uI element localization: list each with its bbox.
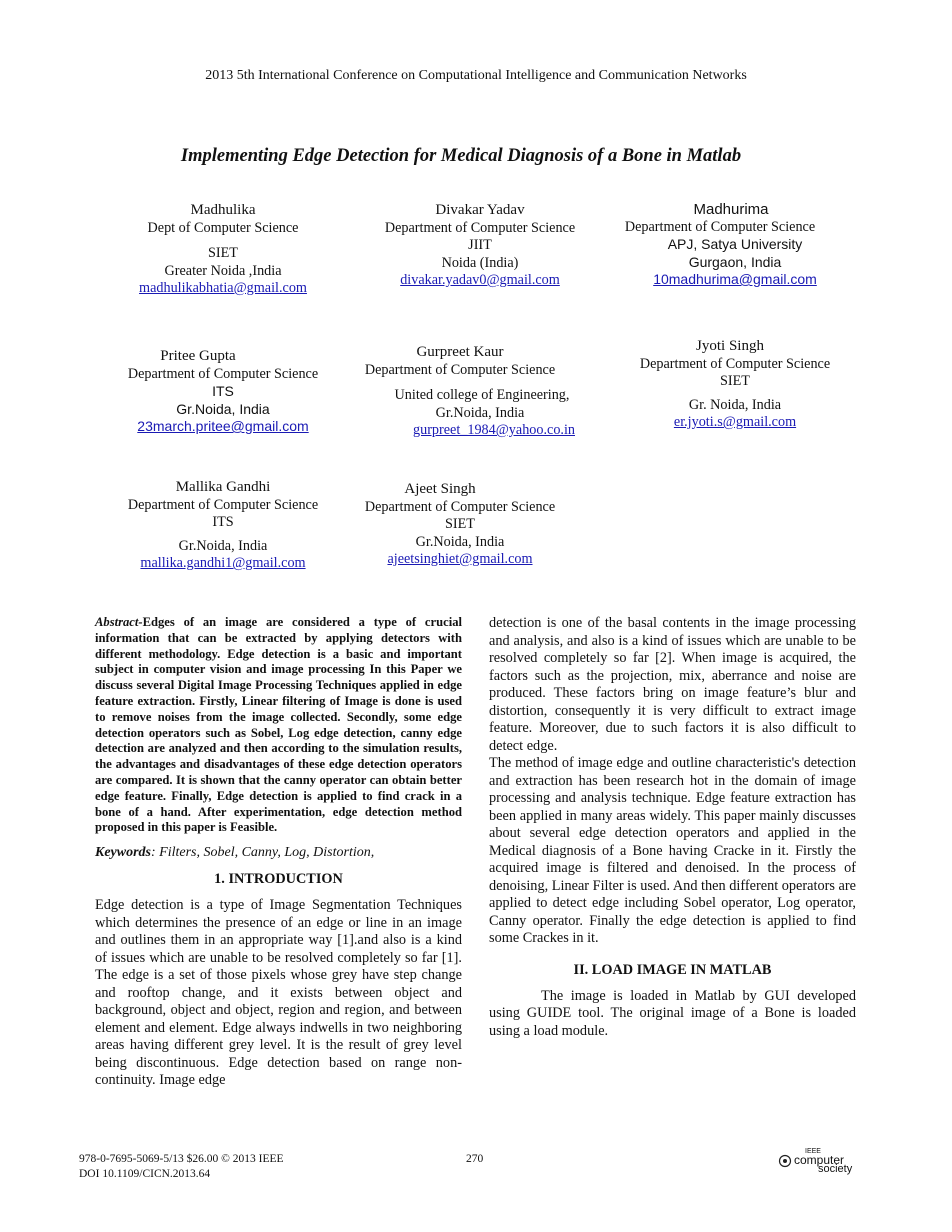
logo-computer-text: computer xyxy=(794,1153,845,1167)
author-email-link[interactable]: ajeetsinghiet@gmail.com xyxy=(387,551,533,567)
intro-paragraph: Edge detection is a type of Image Segmentation Techniques which determines the presence of an edge or line in an image and outlines them in an appropriate way [1].and also is a kind of issues which are unable to be resolved completely so far [1]. The edge is a set of those pixels whose grey have step change and rooftop change, and it exists between object and background, object and object, region and region, and between element and element. Edge always indwells in two neighboring areas having different grey level. It is the result of grey level being discontinuous. Edge detection based on range non-continuity. Image edge xyxy=(95,897,462,1089)
ieee-computer-society-logo xyxy=(778,1147,852,1174)
author-dept: Department of Computer Science xyxy=(624,218,816,235)
page-number: 270 xyxy=(466,1153,484,1165)
body-paragraph: The method of image edge and outline characteristic's detection and extraction has been research hot in the domain of image processing and analysis technique. Edge feature extraction has been applied in many areas widely. This paper mainly discusses about several edge detection operators and applied in the Medical diagnosis of a Bone having Cracke in it. Firstly the acquired image is filtered and denoised. In the process of denoising, Linear Filter is used. And then different operators are applied to detect edge including Sobel operator, Log operator, Canny operator. Finally the edge detection is applied to find some Crackes in it. xyxy=(489,755,856,946)
body-paragraph: detection is one of the basal contents in the image processing and analysis, and also is a kind of issues which are unable to be resolved completely so far [2]. When image is acquired, the factors such as the projection, mix, aberrance and noise are produced. These factors bring on image feature’s blur and distortion, consequently it is very difficult to extract image feature. Moreover, due to such factors it is also difficult to detect edge. xyxy=(489,615,856,754)
author-name: Pritee Gupta xyxy=(160,348,236,364)
author-block xyxy=(625,338,845,432)
logo-ieee-text: IEEE xyxy=(805,1148,821,1155)
author-name: Jyoti Singh xyxy=(696,338,764,354)
author-institution: SIET xyxy=(208,245,238,261)
author-block xyxy=(345,344,575,440)
author-city: Gurgaon, India xyxy=(688,253,782,270)
conference-header: 2013 5th International Conference on Computational Intelligence and Communication Networks xyxy=(205,68,747,83)
body-paragraph: The image is loaded in Matlab by GUI developed using GUIDE tool. The original image of a Bone is loaded using a load module. xyxy=(489,987,856,1039)
author-city: Gr.Noida, India xyxy=(176,400,270,417)
author-block xyxy=(600,201,870,289)
footer-left xyxy=(79,1152,284,1182)
abstract-label: Abstract- xyxy=(95,615,143,629)
author-block xyxy=(113,479,333,573)
author-institution: SIET xyxy=(720,373,750,389)
author-email-link[interactable]: gurpreet_1984@yahoo.co.in xyxy=(413,422,575,438)
author-city: Noida (India) xyxy=(441,254,519,271)
author-institution: ITS xyxy=(212,514,234,530)
abstract xyxy=(95,615,462,836)
paper-title: Implementing Edge Detection for Medical Diagnosis of a Bone in Matlab xyxy=(180,146,742,166)
author-email-link[interactable]: madhulikabhatia@gmail.com xyxy=(139,280,307,296)
author-block xyxy=(113,202,333,298)
left-column xyxy=(95,615,462,1090)
author-name: Madhulika xyxy=(190,202,256,218)
author-dept: Department of Computer Science xyxy=(384,219,576,236)
author-email-link[interactable]: er.jyoti.s@gmail.com xyxy=(673,414,797,430)
section-heading: 1. INTRODUCTION xyxy=(214,871,343,888)
author-email-link[interactable]: mallika.gandhi1@gmail.com xyxy=(140,555,306,571)
author-institution: APJ, Satya University xyxy=(667,236,803,252)
abstract-text: Edges of an image are considered a type of crucial information that can be extracted by applying detectors with different methodology. Edge detection is a basic and important subject in computer vision and image processing In this Paper we discuss several Digital Image Processing Techniques applied in edge feature extraction. Firstly, Linear filtering of Image is done is used to remove noises from the image collected. Secondly, some edge detection operators such as Sobel, Log edge detection, canny edge detection are analyzed and then according to the simulation results, the advantages and disadvantages of these edge detection operators are compared. It is shown that the canny operator can obtain better edge feature. Finally, Edge detection is applied to find crack in a bone of a hand. After experimentation, edge detection method proposed in this paper is Feasible. xyxy=(95,615,462,835)
author-dept: Department of Computer Science xyxy=(127,496,319,513)
author-block xyxy=(350,481,570,569)
author-dept: Department of Computer Science xyxy=(364,498,556,515)
author-name: Ajeet Singh xyxy=(404,481,476,497)
right-column xyxy=(489,615,856,1040)
author-institution: ITS xyxy=(212,383,234,399)
logo-society-text: society xyxy=(818,1163,853,1175)
author-institution: JIIT xyxy=(468,237,492,253)
author-block xyxy=(370,202,590,290)
author-name: Mallika Gandhi xyxy=(175,479,271,495)
author-dept: Department of Computer Science xyxy=(127,365,319,382)
author-name: Gurpreet Kaur xyxy=(416,344,504,360)
author-dept: Dept of Computer Science xyxy=(147,219,299,236)
author-email-link[interactable]: divakar.yadav0@gmail.com xyxy=(400,272,560,288)
author-name: Madhurima xyxy=(693,201,769,218)
isbn-line: 978-0-7695-5069-5/13 $26.00 © 2013 IEEE xyxy=(79,1153,284,1165)
author-city: Gr.Noida, India xyxy=(435,404,525,421)
keywords-text: : Filters, Sobel, Canny, Log, Distortion, xyxy=(151,845,375,861)
author-name: Divakar Yadav xyxy=(435,202,525,218)
author-city: Gr. Noida, India xyxy=(688,396,782,413)
keywords-label: Keywords xyxy=(95,845,151,861)
author-city: Gr.Noida, India xyxy=(178,537,268,554)
keywords xyxy=(95,845,462,861)
author-city: Gr.Noida, India xyxy=(415,533,505,550)
author-block xyxy=(113,348,333,436)
author-email-link[interactable]: 10madhurima@gmail.com xyxy=(653,271,817,287)
author-dept: Department of Computer Science xyxy=(639,355,831,372)
section-heading: II. LOAD IMAGE IN MATLAB xyxy=(573,961,772,978)
author-dept: Department of Computer Science xyxy=(364,361,556,378)
author-institution: United college of Engineering, xyxy=(394,387,570,403)
author-email-link[interactable]: 23march.pritee@gmail.com xyxy=(137,418,309,434)
author-institution: SIET xyxy=(445,516,475,532)
author-city: Greater Noida ,India xyxy=(164,262,282,279)
doi-line: DOI 10.1109/CICN.2013.64 xyxy=(79,1168,211,1180)
ieee-logo-icon xyxy=(778,1154,792,1168)
